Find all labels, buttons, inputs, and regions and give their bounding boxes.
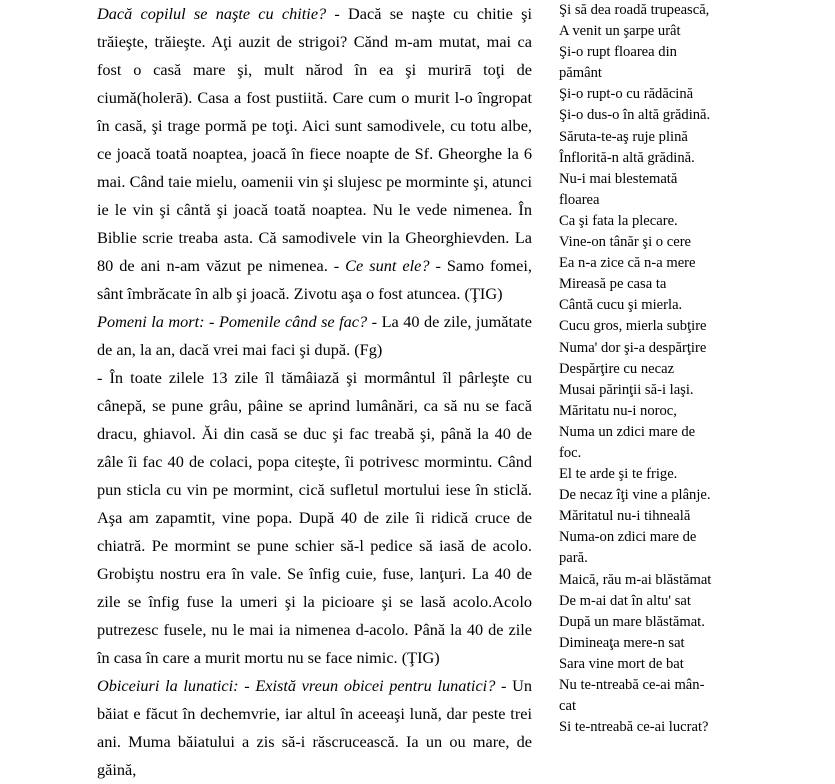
- verse-line: Şi-o rupt-o cu rădăcină: [559, 86, 694, 103]
- verse-line: Sara vine mort de bat: [559, 655, 684, 672]
- paragraph-chitie: [97, 0, 532, 308]
- verse-line: Maică, rău m-ai blăstămat: [559, 571, 712, 588]
- right-verse-column: [559, 0, 744, 738]
- paragraph-pomeni-body: [97, 364, 532, 672]
- verse-line: Vine-on tânăr şi o cere: [559, 234, 692, 251]
- verse-line: Cântă cucu şi mierla.: [559, 297, 683, 314]
- answer-body-lunatici: - Un băiat e făcut în dechemvrie, iar altul în aceeaşi lună, dar peste trei ani. Muma băiatului a zis să-i răscrucească. Ia un ou mare, de găină,: [97, 676, 533, 779]
- verse-line: Săruta-te-aş ruje plină: [559, 128, 688, 145]
- verse-line: Musai părinţii să-i laşi.: [559, 381, 694, 398]
- verse-line: Înflorită-n altă grădină.: [559, 149, 695, 166]
- answer-tail-chitie: - Samo fomei, sânt îmbrăcate în alb şi joacă. Zivotu aşa o fost atuncea. (ŢIG): [97, 256, 533, 303]
- question-lead-lunatici: Obiceiuri la lunatici: - Există vreun obicei pentru lunatici?: [97, 676, 496, 695]
- verse-line: Despărţire cu necaz: [559, 360, 675, 377]
- verse-line: Ca şi fata la plecare.: [559, 212, 678, 229]
- question-lead-pomeni: Pomeni la mort: - Pomenile când se fac?: [97, 312, 368, 331]
- verse-line: De necaz îţi vine a plânje.: [559, 487, 711, 504]
- verse-line: Ea n-a zice că n-a mere: [559, 255, 696, 272]
- verse-line: Numa' dor şi-a despărţire: [559, 339, 707, 356]
- answer-body-pomeni-detail: - În toate zilele 13 zile îl tămâiază şi mormântul îl pârleşte cu cânepă, se pune grâu, pâine se aprind lumânări, ca să nu se facă dracu, ghiavol. Ăi din casă se duc şi fac treabă şi, până la 40 de zâle îi fac 40 de colaci, popa citeşte, îi potrivesc mormintu. Când pun sticla cu vin pe mormint, cică sufletul mortului iese în sticlă. Aşa am zapamtit, vine popa. După 40 de zile îi ridică cruce de chiatră. Pe mormint se pune schier să-l pedice să iasă de acolo. Grobiştu nostru era în vale. Se înfig cuie, fuse, lanţuri. La 40 de zile se înfig fuse la umeri şi la picioare şi se lasă acolo.Acolo putrezesc fusele, nu le mai ia nimenea d-acolo. Până la 40 de zile în casa în care a murit mortu nu se face nimic. (ŢIG): [97, 368, 532, 667]
- left-text-column: [97, 0, 532, 784]
- verse-line: Numa-on zdici mare de: [559, 529, 697, 546]
- verse-line: A venit un şarpe urât: [559, 23, 681, 40]
- verse-line: Măritatu nu-i noroc,: [559, 402, 677, 419]
- verse-line: Măritatul nu-i tihneală: [559, 508, 691, 525]
- verse-line: Dimineaţa mere-n sat: [559, 634, 685, 651]
- verse-line: Mireasă pe casa ta: [559, 276, 667, 293]
- paragraph-lunatici: [97, 672, 532, 784]
- answer-body-chitie: - Dacă se naşte cu chitie şi trăieşte, trăieşte. Aţi auzit de strigoi? Cănd m-am mutat, mai ca fost o casă mare şi, mult nărod în ea şi murirā toţi de ciumă(holerā). Casa a fost pustiită. Care cum o murit l-o îngropat în casă, şi trage pormă pe toţi. Aici sunt samodivele, cu totu albe, ce joacă toată noaptea, joacă în fiece noapte de Sf. Gheorghe la 6 mai. Când taie mielu, oamenii vin şi slujesc pe morminte şi, atunci ie le vin şi cântă şi joacă toată noaptea. Nu le vede nimenea. În Biblie scrie treaba asta. Că samodivele vin la Gheorghievden. La 80 de ani n-am văzut pe nimenea. -: [97, 4, 532, 275]
- answer-body-pomeni: - La 40 de zile, jumătate de an, la an, dacă vrei mai faci şi după. (Fg): [97, 312, 532, 359]
- verse-line: Şi-o rupt floarea din: [559, 44, 677, 61]
- paragraph-pomeni-head: [97, 308, 532, 364]
- verse-line: foc.: [559, 444, 582, 461]
- verse-line: Si te-ntreabă ce-ai lucrat?: [559, 719, 709, 736]
- verse-line: pământ: [559, 65, 602, 82]
- verse-line: Şi să dea roadă trupească,: [559, 2, 710, 18]
- verse-line: După un mare blăstămat.: [559, 613, 705, 630]
- verse-line: pară.: [559, 550, 588, 567]
- verse-line: Cucu gros, mierla subţire: [559, 318, 707, 335]
- verse-line: El te arde şi te frige.: [559, 466, 678, 483]
- verse-line: Şi-o dus-o în altă grădină.: [559, 107, 711, 124]
- verse-line: De m-ai dat în altu' sat: [559, 592, 691, 609]
- verse-line: cat: [559, 698, 577, 715]
- verse-line: Nu-i mai blestemată: [559, 170, 678, 187]
- verse-line: Nu te-ntreabă ce-ai mân-: [559, 677, 705, 693]
- verse-line: Numa un zdici mare de: [559, 423, 696, 440]
- verse-line: floarea: [559, 191, 600, 208]
- question-mid-chitie: Ce sunt ele?: [345, 256, 430, 275]
- question-lead-chitie: Dacă copilul se naşte cu chitie?: [97, 4, 327, 23]
